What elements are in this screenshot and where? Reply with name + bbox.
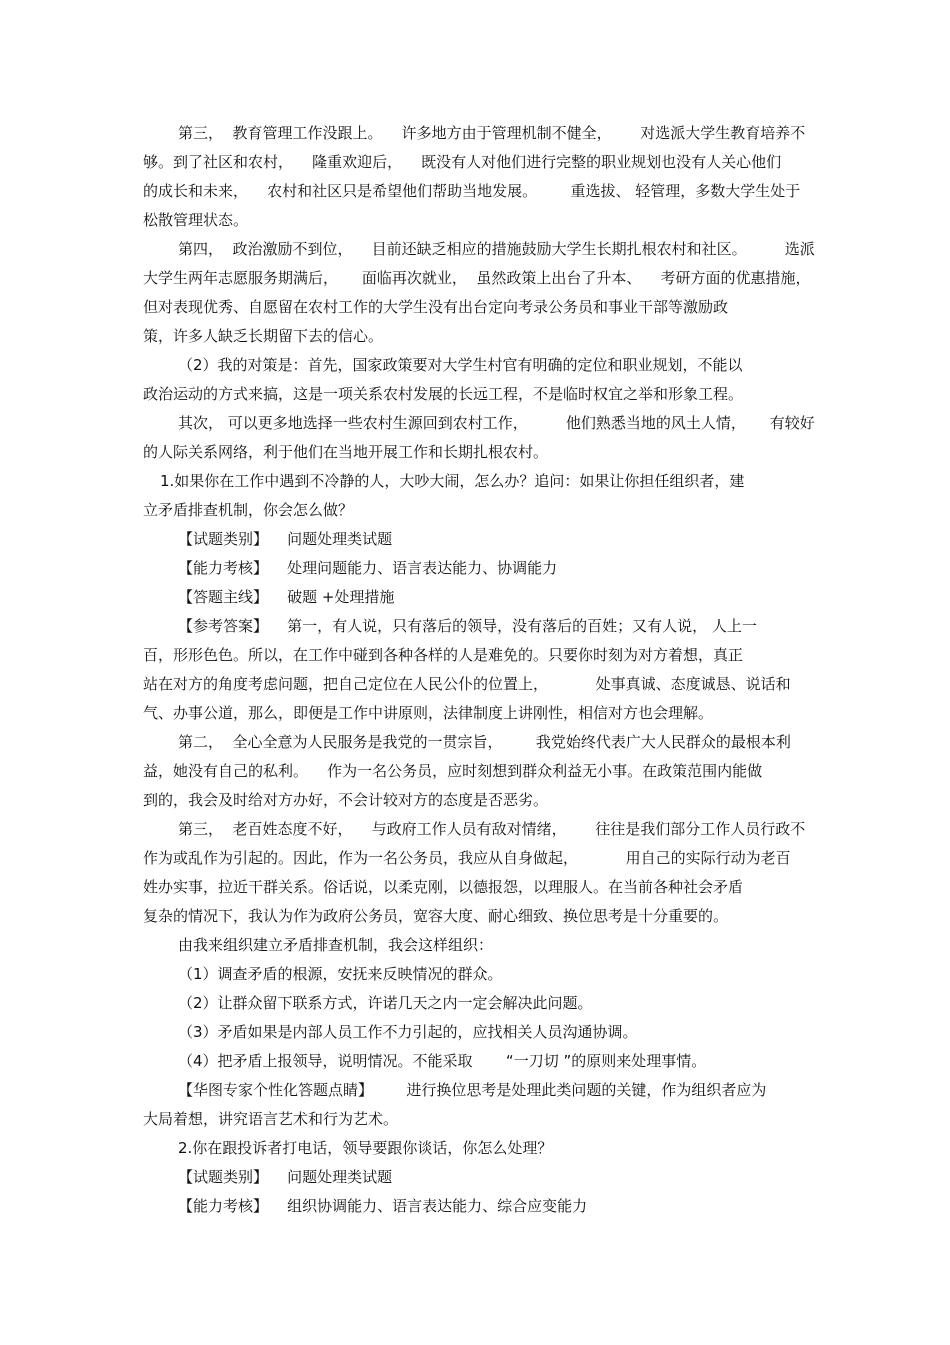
list-item: （2）让群众留下联系方式，许诺几天之内一定会解决此问题。 — [178, 994, 593, 1012]
text-line: 百，形形色色。所以，在工作中碰到各种各样的人是难免的。只要你时刻为对方着想，真正 — [143, 646, 744, 664]
text-line: 够。到了社区和农村， 隆重欢迎后， 既没有人对他们进行完整的职业规划也没有人关心他们 — [143, 153, 782, 171]
text-line: 益，她没有自己的私利。 作为一名公务员，应时刻想到群众利益无小事。在政策范围内能做 — [143, 762, 763, 780]
text-line: 其次， 可以更多地选择一些农村生源回到农村工作， 他们熟悉当地的风土人情， 有较好 — [178, 414, 815, 432]
text-line: 第三， 教育管理工作没跟上。 许多地方由于管理机制不健全， 对选派大学生教育培养不 — [178, 124, 806, 142]
text-line: 立矛盾排查机制，你会怎么做？ — [143, 501, 354, 519]
text-line: 但对表现优秀、自愿留在农村工作的大学生没有出台定向考录公务员和事业干部等激励政 — [143, 298, 729, 316]
text-line: 松散管理状态。 — [143, 211, 249, 229]
text-line: 【试题类别】 问题处理类试题 — [178, 1168, 393, 1186]
text-line: 【华图专家个性化答题点睛】 进行换位思考是处理此类问题的关键，作为组织者应为 — [178, 1081, 767, 1099]
text-line: 复杂的情况下，我认为作为政府公务员，宽容大度、耐心细致、换位思考是十分重要的。 — [143, 907, 729, 925]
text-line: 站在对方的角度考虑问题，把自己定位在人民公仆的位置上， 处事真诚、态度诚恳、说话和 — [143, 675, 791, 693]
text-line: 姓办实事，拉近干群关系。俗话说，以柔克刚，以德报怨，以理服人。在当前各种社会矛盾 — [143, 878, 744, 896]
list-item: （4）把矛盾上报领导，说明情况。不能采取 “一刀切 ”的原则来处理事情。 — [178, 1052, 707, 1070]
text-line: 由我来组织建立矛盾排查机制，我会这样组织： — [178, 936, 494, 954]
text-line: 策，许多人缺乏长期留下去的信心。 — [143, 327, 384, 345]
question-heading: 1.如果你在工作中遇到不冷静的人，大吵大闹，怎么办？追问：如果让你担任组织者，建 — [160, 472, 745, 490]
list-item: （1）调查矛盾的根源，安抚来反映情况的群众。 — [178, 965, 503, 983]
text-line: 的人际关系网络，利于他们在当地开展工作和长期扎根农村。 — [143, 443, 549, 461]
text-line: 的成长和未来， 农村和社区只是希望他们帮助当地发展。 重选拔、 轻管理，多数大学生处于 — [143, 182, 801, 200]
text-line: 【能力考核】 处理问题能力、语言表达能力、协调能力 — [178, 559, 558, 577]
text-line: 第四， 政治激励不到位， 目前还缺乏相应的措施鼓励大学生长期扎根农村和社区。 选派 — [178, 240, 815, 258]
question-heading: 2.你在跟投诉者打电话，领导要跟你谈话，你怎么处理？ — [178, 1139, 553, 1157]
text-line: 【参考答案】 第一，有人说，只有落后的领导，没有落后的百姓；又有人说， 人上一 — [178, 617, 757, 635]
list-item: （3）矛盾如果是内部人员工作不力引起的，应找相关人员沟通协调。 — [178, 1023, 638, 1041]
text-line: 第二， 全心全意为人民服务是我党的一贯宗旨， 我党始终代表广大人民群众的最根本利 — [178, 733, 791, 751]
text-line: （2）我的对策是：首先，国家政策要对大学生村官有明确的定位和职业规划，不能以 — [178, 356, 743, 374]
text-line: 气、办事公道，那么，即便是工作中讲原则，法律制度上讲刚性，相信对方也会理解。 — [143, 704, 714, 722]
text-line: 【答题主线】 破题 +处理措施 — [178, 588, 395, 606]
text-line: 作为或乱作为引起的。因此，作为一名公务员，我应从自身做起， 用自己的实际行动为老百 — [143, 849, 791, 867]
text-line: 第三， 老百姓态度不好， 与政府工作人员有敌对情绪， 往往是我们部分工作人员行政不 — [178, 820, 806, 838]
text-line: 大局着想，讲究语言艺术和行为艺术。 — [143, 1110, 399, 1128]
text-line: 政治运动的方式来搞，这是一项关系农村发展的长远工程，不是临时权宜之举和形象工程。 — [143, 385, 744, 403]
text-line: 到的，我会及时给对方办好，不会计较对方的态度是否恶劣。 — [143, 791, 549, 809]
text-line: 【能力考核】 组织协调能力、语言表达能力、综合应变能力 — [178, 1197, 588, 1215]
text-line: 【试题类别】 问题处理类试题 — [178, 530, 393, 548]
text-line: 大学生两年志愿服务期满后， 面临再次就业， 虽然政策上出台了升本、 考研方面的优惠措施， — [143, 269, 811, 287]
